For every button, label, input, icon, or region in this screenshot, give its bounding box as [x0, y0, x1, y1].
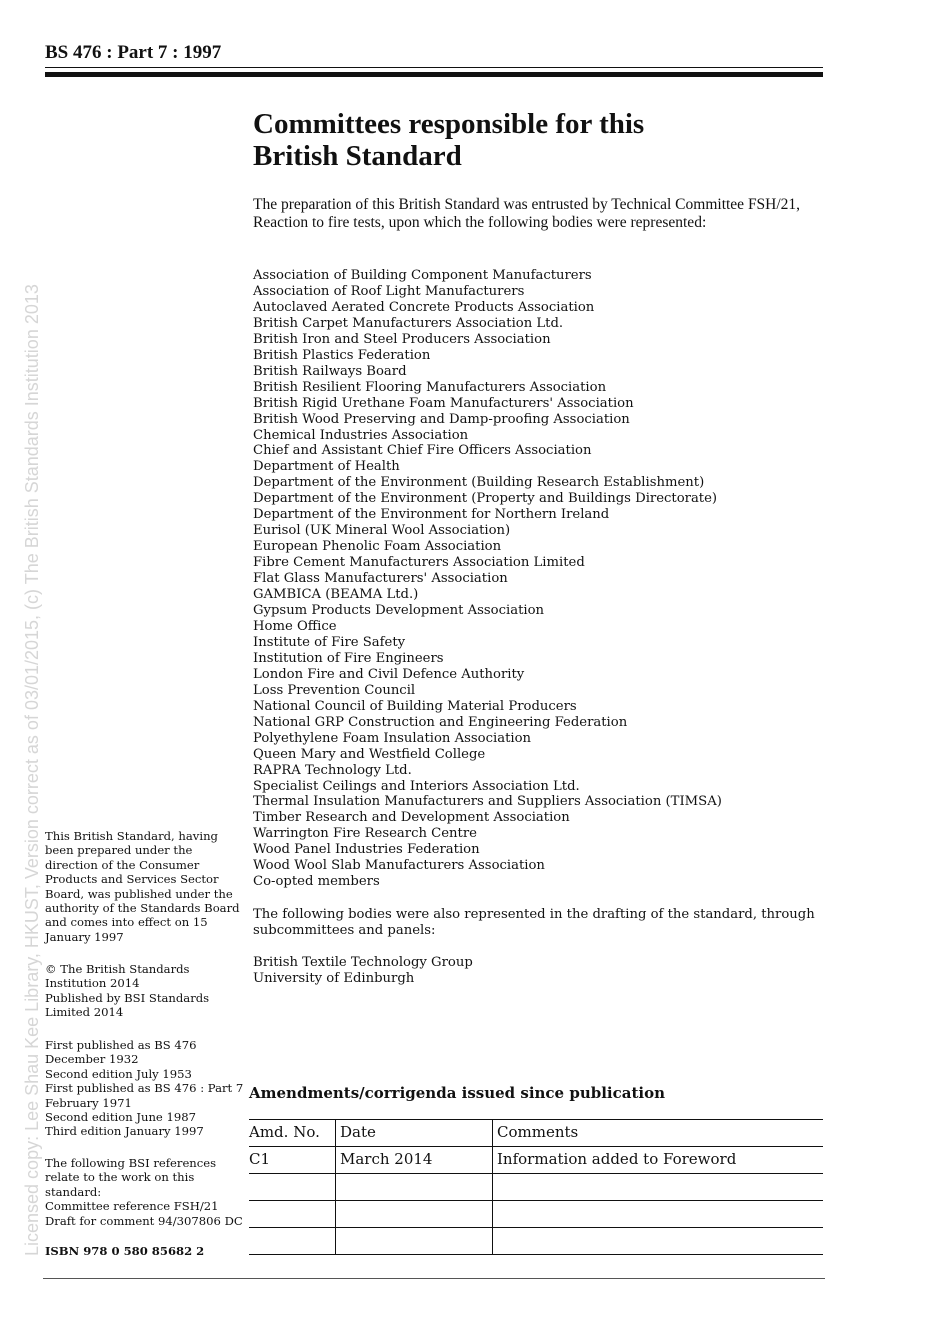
list-item: GAMBICA (BEAMA Ltd.) — [253, 587, 419, 603]
list-item: Department of the Environment for Northern Ireland — [253, 507, 610, 523]
header-rule-thick — [45, 72, 823, 77]
footer-rule — [43, 1278, 825, 1279]
amendments-table — [249, 1119, 823, 1255]
table-row — [249, 1228, 823, 1255]
also-represented-list — [253, 955, 823, 987]
list-item: Wood Wool Slab Manufacturers Association — [253, 858, 545, 874]
list-item: Department of Health — [253, 459, 400, 475]
amd-no-cell — [249, 1228, 336, 1255]
list-item: European Phenolic Foam Association — [253, 539, 502, 555]
list-item: Department of the Environment (Building Research Establishment) — [253, 475, 705, 491]
list-item: Institution of Fire Engineers — [253, 650, 444, 666]
copyright-line: Institution 2014 — [45, 976, 140, 991]
date-cell — [336, 1174, 493, 1201]
copyright-line: Limited 2014 — [45, 1005, 124, 1020]
history-line: February 1971 — [45, 1095, 132, 1110]
list-item: Gypsum Products Development Association — [253, 603, 545, 619]
list-item: Association of Roof Light Manufacturers — [253, 283, 525, 299]
list-item: British Resilient Flooring Manufacturers Association — [253, 379, 607, 395]
list-item: Chief and Assistant Chief Fire Officers Association — [253, 443, 592, 459]
amendments-title: Amendments/corrigenda issued since publication — [249, 1084, 665, 1102]
date-cell — [336, 1228, 493, 1255]
list-item: Flat Glass Manufacturers' Association — [253, 571, 508, 587]
represented-bodies-list — [253, 268, 823, 890]
reference-line: Draft for comment 94/307806 DC — [45, 1213, 243, 1228]
history-line: Third edition January 1997 — [45, 1124, 204, 1139]
table-row — [249, 1201, 823, 1228]
date-cell: March 2014 — [336, 1147, 493, 1174]
list-item: Chemical Industries Association — [253, 427, 469, 443]
amd-no-cell — [249, 1201, 336, 1228]
copyright-block — [45, 962, 245, 1020]
amd-no-cell: C1 — [249, 1147, 336, 1174]
list-item: Warrington Fire Research Centre — [253, 826, 477, 842]
list-item: Autoclaved Aerated Concrete Products Association — [253, 299, 595, 315]
comments-cell — [493, 1201, 824, 1228]
list-item: Loss Prevention Council — [253, 682, 416, 698]
copyright-line: Published by BSI Standards — [45, 990, 210, 1005]
amendments-header-row — [249, 1120, 823, 1147]
committee-intro: The preparation of this British Standard was entrusted by Technical Committee FSH/21, Reaction to fire tests, upon which the following bodies were represented: — [253, 196, 801, 231]
list-item: University of Edinburgh — [253, 971, 415, 987]
list-item: Specialist Ceilings and Interiors Association Ltd. — [253, 778, 580, 794]
license-watermark: Licensed copy: Lee Shau Kee Library, HKUST, Version correct as of 03/01/2015, (c) The British Standards Institution 2013 — [22, 284, 42, 1256]
page-title-line-1: Committees responsible for this — [253, 108, 645, 140]
amd-no-cell — [249, 1174, 336, 1201]
main-column — [253, 108, 823, 987]
list-item: British Rigid Urethane Foam Manufacturers' Association — [253, 395, 634, 411]
list-item: Timber Research and Development Association — [253, 810, 570, 826]
page-title-line-2: British Standard — [253, 140, 462, 172]
list-item: Wood Panel Industries Federation — [253, 842, 480, 858]
page-title — [253, 108, 823, 172]
reference-line: The following BSI references — [45, 1156, 217, 1170]
list-item: National Council of Building Material Producers — [253, 698, 577, 714]
date-cell — [336, 1201, 493, 1228]
reference-line: standard: — [45, 1184, 102, 1199]
isbn: ISBN 978 0 580 85682 2 — [45, 1244, 205, 1258]
column-header-comments: Comments — [493, 1120, 824, 1147]
history-line: Second edition July 1953 — [45, 1066, 192, 1081]
list-item: British Railways Board — [253, 363, 407, 379]
copyright-line: © The British Standards — [45, 962, 190, 976]
comments-cell: Information added to Foreword — [493, 1147, 824, 1174]
comments-cell — [493, 1228, 824, 1255]
list-item: Thermal Insulation Manufacturers and Suppliers Association (TIMSA) — [253, 794, 722, 810]
list-item: Home Office — [253, 618, 337, 634]
comments-cell — [493, 1174, 824, 1201]
table-row — [249, 1147, 823, 1174]
column-header-amd-no: Amd. No. — [249, 1120, 336, 1147]
history-line: December 1932 — [45, 1052, 139, 1067]
list-item: London Fire and Civil Defence Authority — [253, 666, 525, 682]
reference-line: relate to the work on this — [45, 1170, 195, 1185]
list-item: Fibre Cement Manufacturers Association Limited — [253, 555, 585, 571]
header-rule-thin — [45, 67, 823, 68]
list-item: Institute of Fire Safety — [253, 634, 406, 650]
list-item: Queen Mary and Westfield College — [253, 746, 486, 762]
list-item: RAPRA Technology Ltd. — [253, 762, 412, 778]
bsi-references — [45, 1156, 245, 1228]
history-line: First published as BS 476 : Part 7 — [45, 1081, 244, 1096]
table-row — [249, 1174, 823, 1201]
publication-history — [45, 1038, 245, 1139]
list-item: British Textile Technology Group — [253, 955, 473, 971]
document-header-title: BS 476 : Part 7 : 1997 — [45, 42, 222, 63]
reference-line: Committee reference FSH/21 — [45, 1199, 219, 1214]
list-item: British Plastics Federation — [253, 347, 431, 363]
list-item: British Wood Preserving and Damp-proofing Association — [253, 411, 630, 427]
history-line: Second edition June 1987 — [45, 1110, 196, 1125]
list-item: British Carpet Manufacturers Association Ltd. — [253, 315, 564, 331]
column-header-date: Date — [336, 1120, 493, 1147]
list-item: British Iron and Steel Producers Association — [253, 331, 551, 347]
list-item: Department of the Environment (Property and Buildings Directorate) — [253, 491, 718, 507]
publication-note: This British Standard, having been prepared under the direction of the Consumer Products and Services Sector Board, was published under the authority of the Standards Board and comes into effect on 15 January 1997 — [45, 829, 240, 944]
history-line: First published as BS 476 — [45, 1038, 197, 1052]
list-item: Eurisol (UK Mineral Wool Association) — [253, 523, 511, 539]
list-item: Polyethylene Foam Insulation Association — [253, 730, 532, 746]
list-item: National GRP Construction and Engineering Federation — [253, 714, 628, 730]
list-item: Co-opted members — [253, 874, 380, 890]
also-represented-intro: The following bodies were also represented in the drafting of the standard, through subcommittees and panels: — [253, 907, 815, 939]
list-item: Association of Building Component Manufacturers — [253, 268, 592, 283]
